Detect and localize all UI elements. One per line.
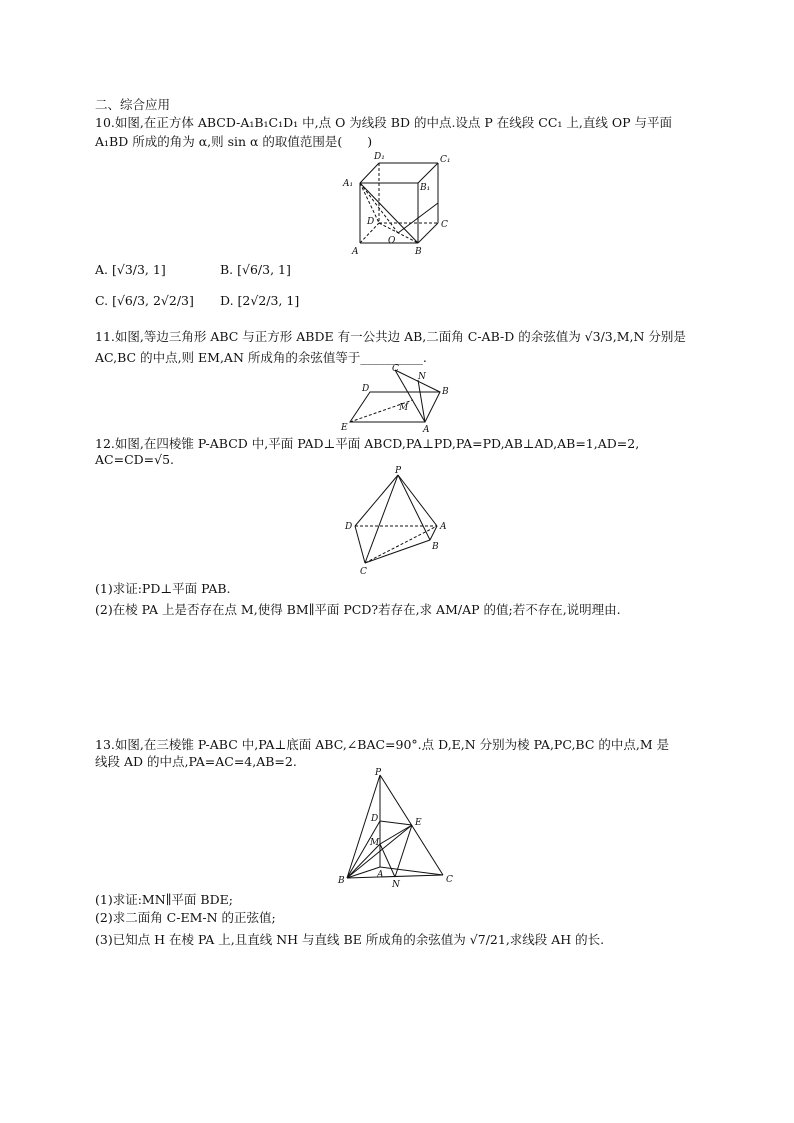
q13-stem-line1: 13.如图,在三棱锥 P-ABC 中,PA⊥底面 ABC,∠BAC=90°.点 D,E,N 分别为棱 PA,PC,BC 的中点,M 是 [95, 737, 670, 752]
q12-pyramid-figure [340, 463, 455, 578]
label-p: P [375, 768, 382, 778]
q12-stem-line2: AC=CD=√5. [95, 452, 175, 467]
label-c: C [441, 220, 448, 230]
label-e: E [415, 818, 422, 828]
q11-figure [335, 362, 465, 434]
q12-part2: (2)在棱 PA 上是否存在点 M,使得 BM∥平面 PCD?若存在,求 AM/AP 的值;若不存在,说明理由. [95, 602, 621, 617]
label-d1: D₁ [374, 152, 385, 162]
q13-tetrahedron-figure [335, 765, 460, 890]
q13-part3: (3)已知点 H 在棱 PA 上,且直线 NH 与直线 BE 所成角的余弦值为 √7/21,求线段 AH 的长. [95, 932, 605, 947]
label-a: A [352, 247, 359, 257]
label-m: M [370, 838, 380, 848]
q13-part2: (2)求二面角 C-EM-N 的正弦值; [95, 910, 276, 925]
section-title: 二、综合应用 [95, 97, 171, 112]
label-b: B [338, 876, 345, 886]
q12-stem-line1: 12.如图,在四棱锥 P-ABCD 中,平面 PAD⊥平面 ABCD,PA⊥PD,PA=PD,AB⊥AD,AB=1,AD=2, [95, 436, 640, 451]
label-c1: C₁ [440, 155, 451, 165]
q12-part1: (1)求证:PD⊥平面 PAB. [95, 581, 231, 596]
label-p: P [395, 466, 402, 476]
q13-part1: (1)求证:MN∥平面 BDE; [95, 892, 233, 907]
label-d: D [362, 384, 370, 394]
label-a: A [440, 522, 447, 532]
label-b: B [415, 247, 422, 257]
label-n: N [392, 880, 400, 890]
q10-cube-figure [340, 148, 460, 260]
q10-option-d: D. [2√2/3, 1] [220, 293, 300, 308]
label-n: N [418, 372, 426, 382]
q13-stem-line2: 线段 AD 的中点,PA=AC=4,AB=2. [95, 754, 297, 769]
label-d: D [371, 814, 379, 824]
label-a: A [423, 425, 430, 434]
q10-option-a: A. [√3/3, 1] [95, 262, 166, 277]
label-d: D [345, 522, 353, 532]
label-c: C [446, 875, 453, 885]
label-a: A [377, 870, 384, 880]
q11-stem-line2: AC,BC 的中点,则 EM,AN 所成角的余弦值等于__________. [95, 350, 427, 365]
q10-stem-line1: 10.如图,在正方体 ABCD-A₁B₁C₁D₁ 中,点 O 为线段 BD 的中点.设点 P 在线段 CC₁ 上,直线 OP 与平面 [95, 115, 672, 130]
label-e: E [341, 423, 348, 433]
label-b: B [442, 387, 449, 397]
label-c: C [392, 364, 399, 374]
q10-stem-line2: A₁BD 所成的角为 α,则 sin α 的取值范围是( ) [95, 134, 373, 149]
label-a1: A₁ [343, 179, 354, 189]
label-o: O [388, 236, 396, 246]
q10-option-c: C. [√6/3, 2√2/3] [95, 293, 194, 308]
label-b: B [432, 542, 439, 552]
q10-option-b: B. [√6/3, 1] [220, 262, 291, 277]
label-c: C [360, 567, 367, 577]
label-d: D [367, 217, 375, 227]
label-m: M [399, 403, 409, 413]
label-b1: B₁ [420, 183, 431, 193]
q11-stem-line1: 11.如图,等边三角形 ABC 与正方形 ABDE 有一公共边 AB,二面角 C-AB-D 的余弦值为 √3/3,M,N 分别是 [95, 329, 686, 344]
